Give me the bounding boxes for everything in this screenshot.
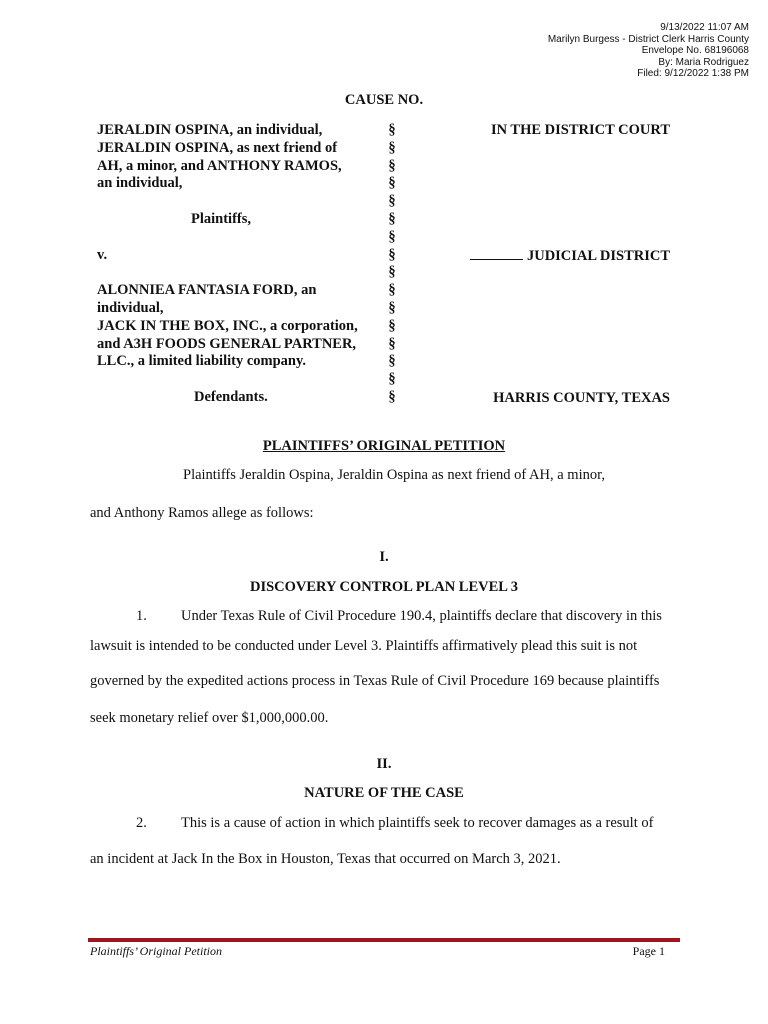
section-symbol: § [388, 264, 396, 281]
section-heading: NATURE OF THE CASE [304, 785, 464, 801]
section-symbol: § [388, 210, 396, 227]
page-number: Page 1 [632, 944, 665, 958]
intro-line: Plaintiffs Jeraldin Ospina, Jeraldin Ospina as next friend of AH, a minor, [183, 467, 605, 483]
page-footer [90, 944, 665, 959]
versus: v. [97, 246, 108, 263]
section-symbol: § [388, 122, 396, 138]
paragraph-line: Under Texas Rule of Civil Procedure 190.4, plaintiffs declare that discovery in this [181, 608, 662, 624]
paragraph-line: an incident at Jack In the Box in Houston, Texas that occurred on March 3, 2021. [90, 851, 561, 867]
defendant-line: JACK IN THE BOX, INC., a corporation, [97, 317, 358, 334]
section-heading: DISCOVERY CONTROL PLAN LEVEL 3 [249, 579, 519, 595]
section-symbol: § [388, 388, 396, 405]
plaintiff-line: JERALDIN OSPINA, an individual, [97, 122, 323, 138]
section-symbol: § [388, 175, 396, 192]
stamp-line: By: Maria Rodriguez [658, 56, 749, 68]
paragraph-line: This is a cause of action in which plaintiffs seek to recover damages as a result of [181, 815, 654, 831]
footer-rule [88, 938, 680, 942]
footer-title: Plaintiffs’ Original Petition [90, 944, 222, 958]
section-symbol: § [388, 228, 396, 245]
paragraph-number: 2. [136, 815, 147, 831]
paragraph-number: 1. [136, 608, 147, 624]
section-symbol: § [388, 353, 396, 370]
defendant-line: individual, [97, 299, 164, 316]
stamp-line: Marilyn Burgess - District Clerk Harris County [547, 33, 749, 45]
stamp-line: Envelope No. 68196068 [641, 45, 749, 57]
defendant-line: LLC., a limited liability company. [97, 353, 307, 370]
defendants-label: Defendants. [194, 388, 268, 405]
plaintiffs-label: Plaintiffs, [191, 210, 252, 227]
section-symbol: § [388, 282, 396, 299]
plaintiff-line: JERALDIN OSPINA, as next friend of [97, 139, 338, 156]
section-symbol: § [388, 317, 396, 334]
plaintiff-line: an individual, [97, 175, 183, 192]
petition-title: PLAINTIFFS’ ORIGINAL PETITION [262, 438, 506, 454]
cause-number: CAUSE NO. [344, 92, 424, 108]
section-symbol: § [388, 157, 396, 174]
judicial-district [370, 247, 670, 265]
paragraph-line: seek monetary relief over $1,000,000.00. [90, 710, 329, 726]
defendant-line: and A3H FOODS GENERAL PARTNER, [97, 335, 357, 352]
district-blank [470, 247, 523, 260]
paragraph-line: lawsuit is intended to be conducted under Level 3. Plaintiffs affirmatively plead this suit is not [90, 638, 638, 654]
paragraph-line: governed by the expedited actions process in Texas Rule of Civil Procedure 169 because plaintiffs [90, 673, 660, 689]
court-name: IN THE DISTRICT COURT [490, 122, 670, 138]
section-symbol: § [388, 299, 396, 316]
section-numeral: I. [379, 549, 389, 565]
defendant-line: ALONNIEA FANTASIA FORD, an [97, 282, 317, 299]
intro-line: and Anthony Ramos allege as follows: [90, 505, 314, 521]
section-symbol: § [388, 371, 396, 388]
stamp-line: 9/13/2022 11:07 AM [660, 22, 749, 33]
stamp-line: Filed: 9/12/2022 1:38 PM [637, 68, 749, 80]
section-symbol: § [388, 246, 396, 263]
county: HARRIS COUNTY, TEXAS [493, 390, 670, 406]
section-symbol: § [388, 139, 396, 156]
plaintiff-line: AH, a minor, and ANTHONY RAMOS, [97, 157, 342, 174]
judicial-district-label: JUDICIAL DISTRICT [526, 248, 670, 264]
section-numeral: II. [376, 756, 392, 772]
caption-parties [97, 122, 382, 407]
section-symbol: § [388, 335, 396, 352]
filing-stamp [449, 22, 749, 80]
section-symbol: § [388, 193, 396, 210]
